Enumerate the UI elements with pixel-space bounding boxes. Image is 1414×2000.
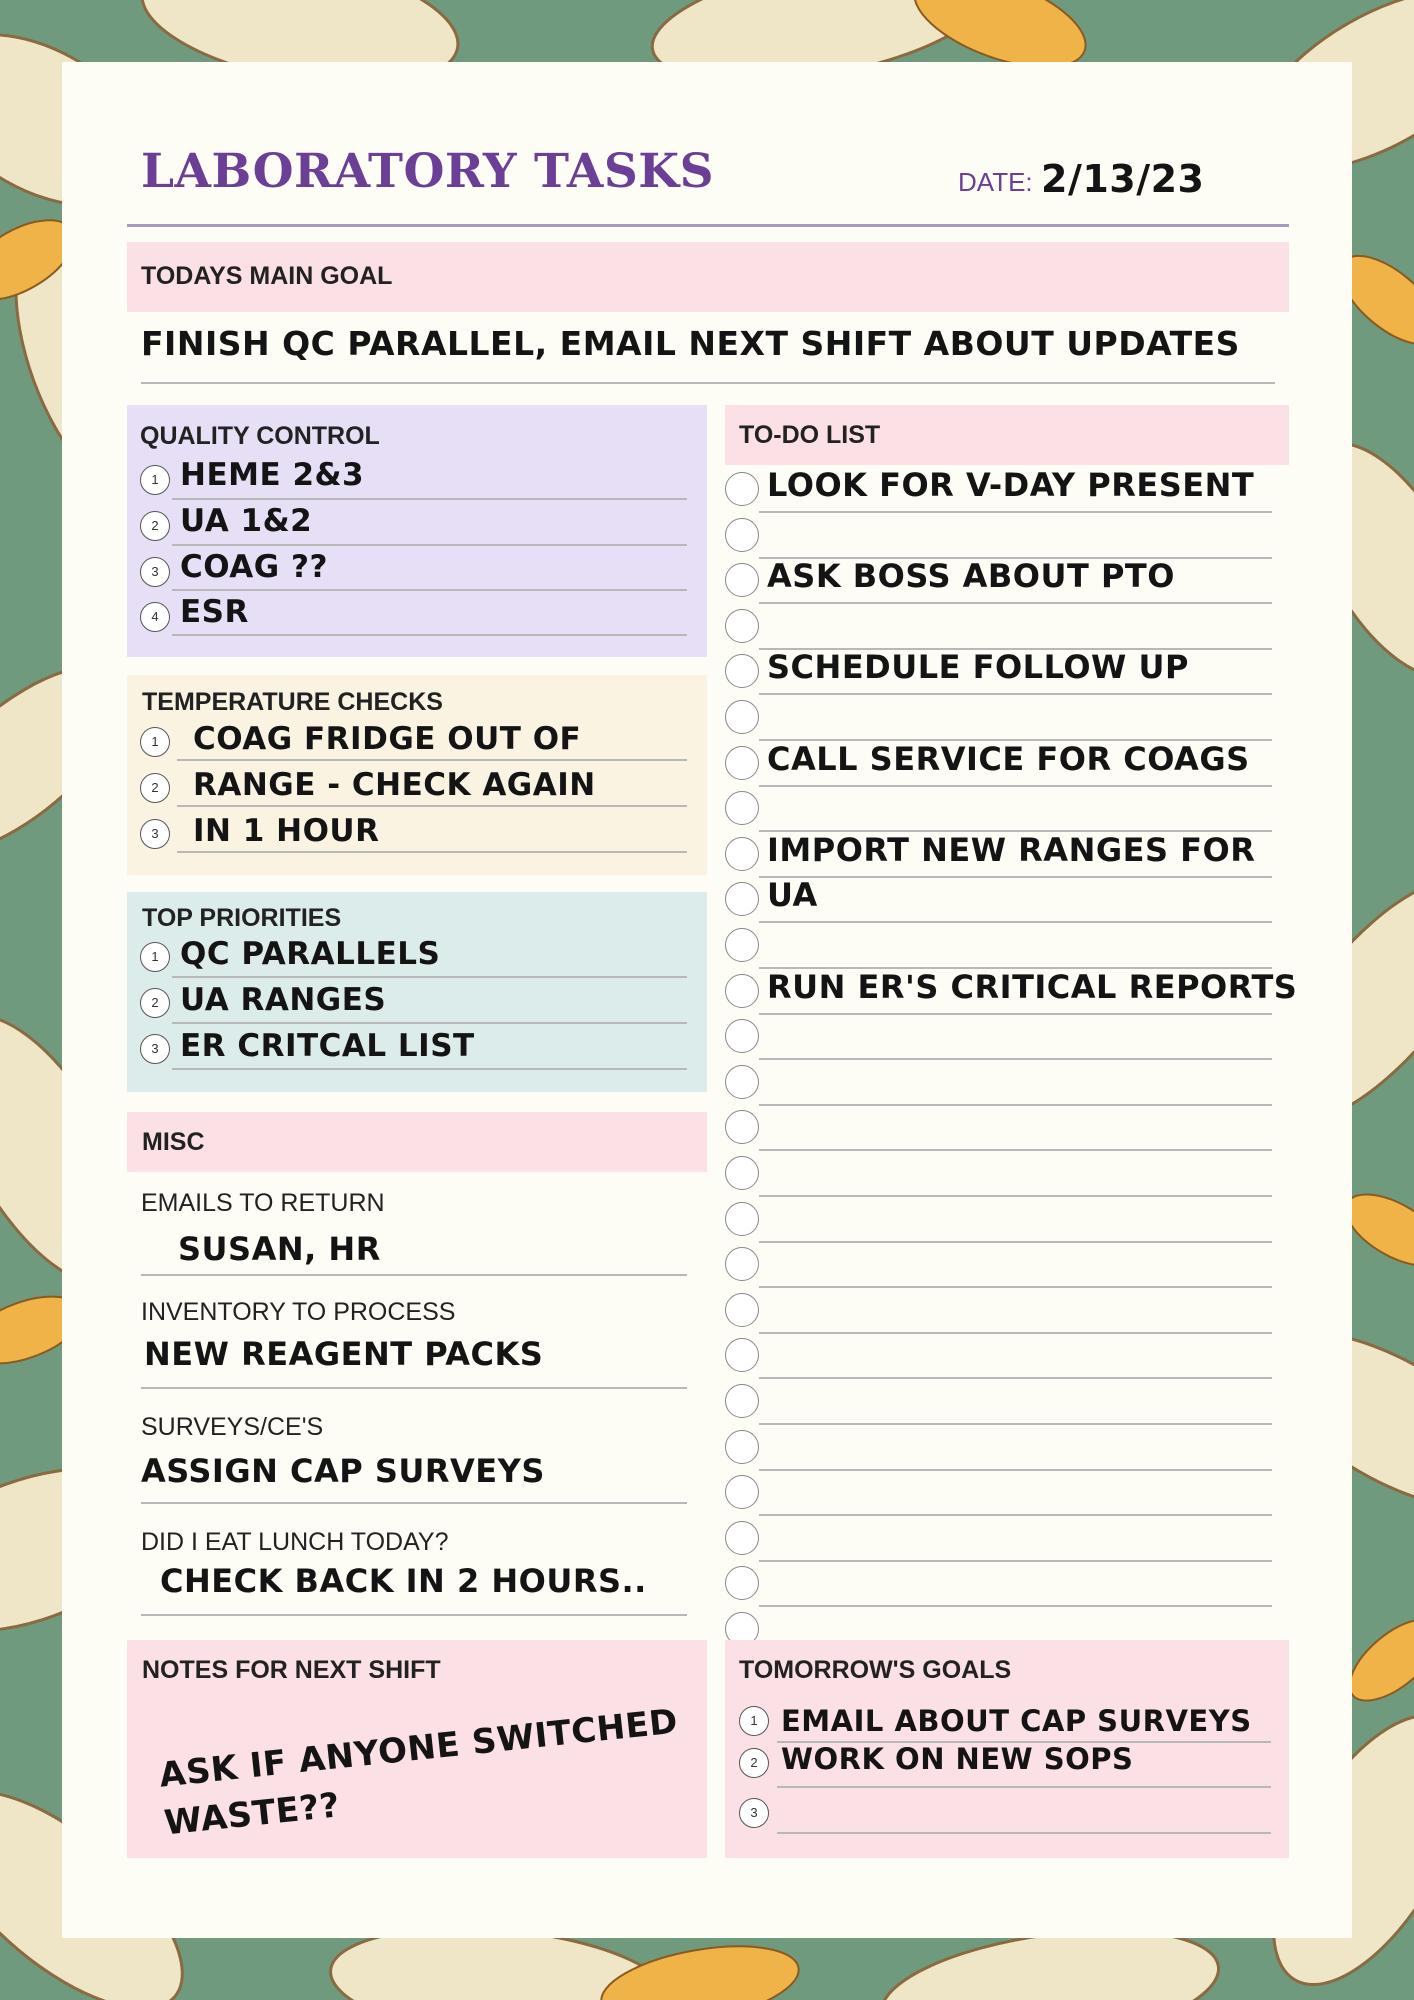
lunch-value: CHECK BACK IN 2 HOURS.. [160, 1562, 647, 1600]
todo-item-text: LOOK FOR V-DAY PRESENT [767, 466, 1255, 504]
todo-item [725, 1293, 1325, 1339]
misc-label: MISC [142, 1128, 205, 1156]
todo-list [725, 466, 1325, 1634]
todo-checkbox[interactable] [725, 1430, 759, 1464]
priority-rule [172, 976, 687, 978]
todo-item-text: SCHEDULE FOLLOW UP [767, 648, 1189, 687]
top-priorities-panel [127, 892, 707, 1092]
qc-item-3: COAG ?? [180, 549, 328, 585]
todo-checkbox[interactable] [725, 472, 759, 506]
todo-checkbox[interactable] [725, 1110, 759, 1144]
qc-rule [172, 498, 687, 500]
todo-item-text: CALL SERVICE FOR COAGS [767, 739, 1250, 778]
todo-item [725, 876, 1325, 928]
qc-rule [172, 544, 687, 546]
todo-checkbox[interactable] [725, 518, 759, 552]
temp-number-3: 3 [140, 819, 170, 849]
todo-checkbox[interactable] [725, 791, 759, 825]
date-value: 2/13/23 [1041, 157, 1205, 201]
todo-checkbox[interactable] [725, 1521, 759, 1555]
surveys-label: SURVEYS/CE'S [141, 1413, 324, 1441]
notes-line-1: ASK IF ANYONE SWITCHED [157, 1701, 680, 1796]
surveys-value: ASSIGN CAP SURVEYS [141, 1452, 545, 1490]
todo-rule [759, 1605, 1272, 1607]
main-goal-text: FINISH QC PARALLEL, EMAIL NEXT SHIFT ABOUT UPDATES [141, 324, 1240, 363]
todo-rule [759, 1332, 1272, 1334]
top-priorities-label: TOP PRIORITIES [142, 904, 342, 932]
todo-item [725, 1430, 1325, 1476]
priority-item-2: UA RANGES [180, 982, 387, 1018]
todo-checkbox[interactable] [725, 700, 759, 734]
tomorrow-rule [777, 1832, 1271, 1834]
todo-item [725, 1065, 1325, 1111]
todo-checkbox[interactable] [725, 974, 759, 1008]
todo-checkbox[interactable] [725, 1566, 759, 1600]
misc-band [127, 1112, 707, 1172]
todo-rule [759, 785, 1272, 787]
temperature-checks-label: TEMPERATURE CHECKS [142, 688, 443, 716]
todo-checkbox[interactable] [725, 1156, 759, 1190]
todo-rule [759, 1560, 1272, 1562]
tomorrow-number-2: 2 [739, 1748, 769, 1778]
todo-item [725, 1202, 1325, 1248]
todo-checkbox[interactable] [725, 1202, 759, 1236]
todo-checkbox[interactable] [725, 1475, 759, 1509]
todo-checkbox[interactable] [725, 928, 759, 962]
todo-rule [759, 1058, 1272, 1060]
todo-rule [759, 1469, 1272, 1471]
page-title: LABORATORY TASKS [141, 144, 715, 199]
todo-rule [759, 921, 1272, 923]
todo-checkbox[interactable] [725, 1293, 759, 1327]
tomorrow-number-3: 3 [739, 1798, 769, 1828]
temp-rule [177, 851, 687, 853]
qc-item-2: UA 1&2 [180, 503, 313, 539]
todo-checkbox[interactable] [725, 563, 759, 597]
todo-item [725, 1475, 1325, 1521]
todo-rule [759, 511, 1272, 513]
todo-rule [759, 1423, 1272, 1425]
todo-checkbox[interactable] [725, 837, 759, 871]
todo-item [725, 1384, 1325, 1430]
temp-number-2: 2 [140, 773, 170, 803]
qc-rule [172, 589, 687, 591]
todo-item-text: ASK BOSS ABOUT PTO [767, 557, 1175, 596]
todo-rule [759, 1286, 1272, 1288]
todo-item-text: UA [767, 876, 818, 915]
main-goal-label: TODAYS MAIN GOAL [141, 262, 393, 290]
todo-rule [759, 1149, 1272, 1151]
tomorrow-goals-label: TOMORROW'S GOALS [739, 1656, 1012, 1684]
todo-checkbox[interactable] [725, 1338, 759, 1372]
emails-value: SUSAN, HR [178, 1230, 381, 1268]
notes-line-2: WASTE?? [162, 1785, 342, 1844]
tomorrow-rule [777, 1786, 1271, 1788]
tomorrow-item-1: EMAIL ABOUT CAP SURVEYS [781, 1704, 1252, 1738]
todo-rule [759, 1013, 1272, 1015]
priority-rule [172, 1068, 687, 1070]
todo-checkbox[interactable] [725, 1247, 759, 1281]
tomorrow-goals-panel [725, 1640, 1289, 1858]
todo-item [725, 1019, 1325, 1065]
todo-checkbox[interactable] [725, 882, 759, 916]
todo-rule [759, 876, 1272, 878]
todo-rule [759, 1241, 1272, 1243]
main-goal-rule [141, 382, 1275, 384]
todo-item-text: RUN ER'S CRITICAL REPORTS [767, 967, 1298, 1006]
tomorrow-number-1: 1 [739, 1706, 769, 1736]
qc-item-4: ESR [180, 594, 249, 630]
qc-number-3: 3 [140, 557, 170, 587]
priority-item-3: ER CRITCAL LIST [180, 1028, 475, 1064]
todo-item [725, 1110, 1325, 1156]
todo-checkbox[interactable] [725, 1019, 759, 1053]
temp-number-1: 1 [140, 727, 170, 757]
qc-number-1: 1 [140, 465, 170, 495]
todo-item [725, 1521, 1325, 1567]
date-label: DATE: [958, 167, 1033, 197]
temp-rule [177, 759, 687, 761]
tomorrow-item-2: WORK ON NEW SOPS [781, 1742, 1134, 1776]
title-divider [127, 224, 1289, 227]
main-goal-band [127, 242, 1289, 312]
todo-checkbox[interactable] [725, 609, 759, 643]
todo-rule [759, 1195, 1272, 1197]
temp-item-3: IN 1 HOUR [193, 813, 380, 849]
todo-label: TO-DO LIST [739, 421, 881, 449]
inventory-value: NEW REAGENT PACKS [144, 1335, 544, 1373]
temp-item-1: COAG FRIDGE OUT OF [193, 721, 582, 757]
temp-rule [177, 805, 687, 807]
todo-item-text: IMPORT NEW RANGES FOR [767, 830, 1256, 869]
inventory-label: INVENTORY TO PROCESS [141, 1298, 456, 1326]
todo-item [725, 1338, 1325, 1384]
todo-checkbox[interactable] [725, 654, 759, 688]
temp-item-2: RANGE - CHECK AGAIN [193, 767, 596, 803]
todo-band [725, 405, 1289, 465]
todo-checkbox[interactable] [725, 1384, 759, 1418]
todo-item [725, 739, 1325, 792]
priority-number-3: 3 [140, 1034, 170, 1064]
inventory-rule [141, 1387, 687, 1389]
todo-checkbox[interactable] [725, 746, 759, 780]
surveys-rule [141, 1502, 687, 1504]
todo-item [725, 1156, 1325, 1202]
todo-item [725, 648, 1325, 700]
todo-rule [759, 1377, 1272, 1379]
quality-control-panel [127, 405, 707, 657]
notes-label: NOTES FOR NEXT SHIFT [142, 1656, 441, 1684]
todo-rule [759, 693, 1272, 695]
lunch-rule [141, 1614, 687, 1616]
temperature-checks-panel [127, 675, 707, 875]
priority-number-2: 2 [140, 988, 170, 1018]
qc-number-2: 2 [140, 511, 170, 541]
priority-rule [172, 1022, 687, 1024]
emails-label: EMAILS TO RETURN [141, 1189, 385, 1217]
todo-item [725, 1566, 1325, 1612]
todo-item [725, 1247, 1325, 1293]
qc-rule [172, 634, 687, 636]
lunch-label: DID I EAT LUNCH TODAY? [141, 1528, 449, 1556]
todo-item [725, 466, 1325, 518]
priority-number-1: 1 [140, 942, 170, 972]
todo-rule [759, 602, 1272, 604]
quality-control-label: QUALITY CONTROL [140, 422, 380, 450]
qc-item-1: HEME 2&3 [180, 457, 365, 493]
emails-rule [141, 1274, 687, 1276]
todo-rule [759, 1104, 1272, 1106]
planner-sheet [62, 62, 1352, 1938]
todo-checkbox[interactable] [725, 1065, 759, 1099]
todo-rule [759, 1514, 1272, 1516]
todo-item [725, 557, 1325, 609]
qc-number-4: 4 [140, 602, 170, 632]
todo-item [725, 967, 1325, 1020]
priority-item-1: QC PARALLELS [180, 936, 441, 972]
